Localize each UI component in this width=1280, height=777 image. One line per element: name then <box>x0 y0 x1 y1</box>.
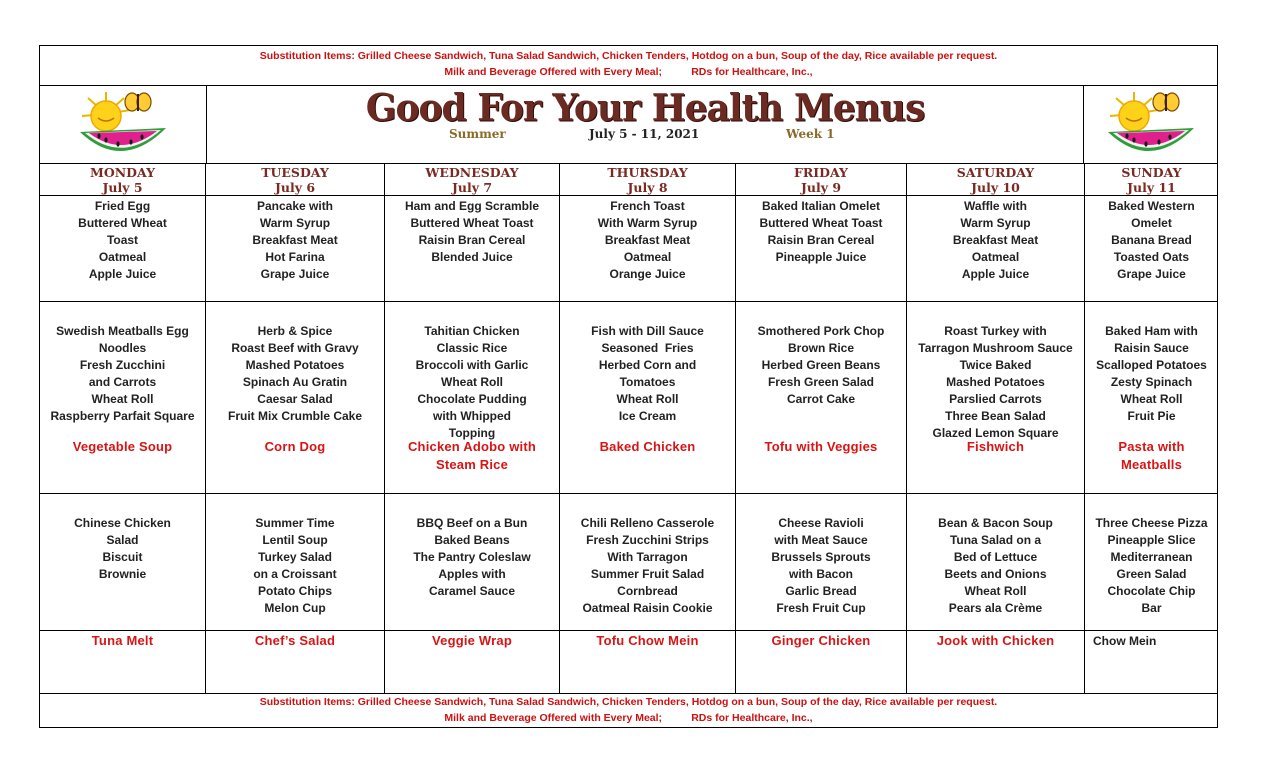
row-divider <box>206 301 384 302</box>
alternate-lunch: Chicken Adobo with Steam Rice <box>407 439 537 472</box>
menu-item: Oatmeal Raisin Cookie <box>582 601 713 615</box>
menu-item: Fruit Pie <box>1127 409 1176 423</box>
menu-item: Pears ala Crème <box>948 601 1043 615</box>
lunch-items <box>736 323 906 408</box>
menu-item: Brownie <box>98 567 147 581</box>
menu-item: Biscuit <box>102 550 143 564</box>
menu-item: Brussels Sprouts <box>771 550 871 564</box>
lunch-items <box>385 323 559 442</box>
alternate-lunch: Baked Chicken <box>599 439 696 454</box>
menu-item: Cornbread <box>617 584 678 598</box>
menu-item: Brown Rice <box>787 341 854 355</box>
day-name: FRIDAY <box>794 165 848 180</box>
day-date: July 5 <box>102 180 143 195</box>
breakfast-items <box>40 198 205 283</box>
menu-item: Oatmeal <box>971 250 1020 264</box>
menu-item: Tuna Salad on a <box>949 533 1042 547</box>
breakfast-items <box>1085 198 1218 283</box>
substitution-line1: Substitution Items: Grilled Cheese Sandwich, Tuna Salad Sandwich, Chicken Tenders, Hotdog on a bun, Soup of the day, Rice available per request. <box>259 696 998 708</box>
row-divider <box>736 493 906 494</box>
alternate-dinner: Jook with Chicken <box>936 633 1055 648</box>
menu-item: Wheat Roll <box>1120 392 1183 406</box>
day-date: July 9 <box>800 180 842 195</box>
menu-item: Chili Relleno Casserole <box>580 516 715 530</box>
row-divider <box>40 493 205 494</box>
title-area <box>206 86 1084 164</box>
menu-item: Warm Syrup <box>259 216 331 230</box>
menu-item: Glazed Lemon Square <box>932 426 1059 440</box>
menu-item: Noodles <box>98 341 147 355</box>
breakfast-items <box>560 198 735 283</box>
menu-item: With Warm Syrup <box>597 216 698 230</box>
menu-item: Pancake with <box>256 199 334 213</box>
row-divider <box>1085 630 1218 631</box>
row-divider <box>1085 301 1218 302</box>
row-divider <box>736 630 906 631</box>
substitution-top <box>40 46 1217 86</box>
menu-item: Caesar Salad <box>257 392 333 406</box>
menu-item: Blended Juice <box>431 250 513 264</box>
menu-item: Bed of Lettuce <box>953 550 1038 564</box>
day-name: SUNDAY <box>1121 165 1182 180</box>
breakfast-items <box>385 198 559 266</box>
menu-item: on a Croissant <box>253 567 337 581</box>
watermelon-sun-logo-right <box>1083 86 1217 164</box>
menu-item: Garlic Bread <box>785 584 857 598</box>
menu-item: Roast Beef with Gravy <box>231 341 359 355</box>
menu-item: Apple Juice <box>961 267 1030 281</box>
row-divider <box>560 301 735 302</box>
lunch-items <box>1085 323 1218 425</box>
menu-item: BBQ Beef on a Bun <box>416 516 528 530</box>
day-header <box>1085 164 1218 196</box>
day-column <box>560 164 736 693</box>
menu-item: Spinach Au Gratin <box>242 375 348 389</box>
day-column <box>206 164 385 693</box>
alternate-lunch: Pasta with Meatballs <box>1118 439 1185 472</box>
menu-item: Apple Juice <box>88 267 157 281</box>
lunch-items <box>560 323 735 425</box>
day-name: WEDNESDAY <box>425 165 519 180</box>
menu-item: Herbed Green Beans <box>761 358 881 372</box>
menu-item: Apples with <box>438 567 506 581</box>
week-label: Week 1 <box>786 127 835 141</box>
menu-item: The Pantry Coleslaw <box>413 550 531 564</box>
lunch-items <box>40 323 205 425</box>
alternate-lunch: Corn Dog <box>264 439 326 454</box>
menu-item: Scalloped Potatoes <box>1096 358 1207 372</box>
alternate-lunch: Vegetable Soup <box>72 439 173 454</box>
dinner-items <box>1085 515 1218 617</box>
menu-item: Mashed Potatoes <box>946 375 1045 389</box>
menu-item: Buttered Wheat Toast <box>759 216 883 230</box>
dinner-items <box>560 515 735 617</box>
row-divider <box>560 630 735 631</box>
lunch-items <box>907 323 1084 442</box>
day-column <box>907 164 1085 693</box>
menu-item: Breakfast Meat <box>952 233 1039 247</box>
menu-item: Chocolate Pudding <box>417 392 527 406</box>
menu-item: Warm Syrup <box>960 216 1031 230</box>
menu-item: Orange Juice <box>609 267 686 281</box>
day-date: July 6 <box>274 180 316 195</box>
menu-item: Fresh Green Salad <box>767 375 875 389</box>
menu-item: Topping <box>448 426 496 440</box>
menu-item: Baked Ham with <box>1105 324 1198 338</box>
menu-item: Grape Juice <box>1117 267 1186 281</box>
menu-item: Fish with Dill Sauce <box>591 324 704 338</box>
day-header <box>385 164 559 196</box>
dinner-items <box>907 515 1084 617</box>
alternate-dinner: Tofu Chow Mein <box>596 633 699 648</box>
menu-item: Classic Rice <box>436 341 508 355</box>
menu-item: Tarragon Mushroom Sauce <box>918 341 1073 355</box>
substitution-line2: Milk and Beverage Offered with Every Meal; RDs for Healthcare, Inc., <box>444 712 813 724</box>
menu-item: Swedish Meatballs Egg <box>56 324 189 338</box>
row-divider <box>1085 493 1218 494</box>
menu-item: Fresh Fruit Cup <box>776 601 866 615</box>
day-name: SATURDAY <box>956 165 1035 180</box>
dinner-items <box>385 515 559 600</box>
day-name: TUESDAY <box>261 165 329 180</box>
dinner-items <box>736 515 906 617</box>
alternate-lunch: Fishwich <box>966 439 1025 454</box>
row-divider <box>385 493 559 494</box>
menu-sheet <box>39 45 1218 728</box>
day-header <box>206 164 384 196</box>
row-divider <box>907 493 1084 494</box>
menu-item: Mediterranean <box>1110 550 1193 564</box>
day-header <box>736 164 906 196</box>
day-column <box>1085 164 1218 693</box>
menu-item: Turkey Salad <box>258 550 332 564</box>
row-divider <box>40 630 205 631</box>
menu-item: Three Cheese Pizza <box>1095 516 1208 530</box>
menu-item: Chinese Chicken <box>74 516 171 530</box>
lunch-items <box>206 323 384 425</box>
menu-item: Wheat Roll <box>964 584 1027 598</box>
menu-item: Raisin Sauce <box>1114 341 1189 355</box>
menu-item: Broccoli with Garlic <box>415 358 529 372</box>
row-divider <box>907 630 1084 631</box>
day-date: July 8 <box>627 180 668 195</box>
menu-item: Oatmeal <box>623 250 672 264</box>
menu-item: Grape Juice <box>260 267 330 281</box>
menu-item: Breakfast Meat <box>604 233 691 247</box>
alternate-dinner: Ginger Chicken <box>771 633 871 648</box>
watermelon-sun-icon <box>76 88 170 164</box>
date-range: July 5 - 11, 2021 <box>589 127 700 141</box>
menu-item: and Carrots <box>88 375 157 389</box>
row-divider <box>385 630 559 631</box>
menu-item: Breakfast Meat <box>252 233 338 247</box>
menu-item: Ham and Egg Scramble <box>404 199 540 213</box>
watermelon-sun-icon <box>1104 88 1198 164</box>
menu-item: Three Bean Salad <box>945 409 1046 423</box>
menu-item: Green Salad <box>1116 567 1187 581</box>
menu-item: Baked Western <box>1108 199 1195 213</box>
menu-item: Raspberry Parfait Square <box>50 409 195 423</box>
menu-item: Buttered Wheat <box>78 216 167 230</box>
day-column <box>736 164 907 693</box>
row-divider <box>206 493 384 494</box>
menu-item: Hot Farina <box>265 250 325 264</box>
row-divider <box>206 630 384 631</box>
menu-item: Chocolate Chip <box>1107 584 1196 598</box>
menu-item: Wheat Roll <box>441 375 503 389</box>
menu-item: Omelet <box>1131 216 1172 230</box>
menu-item: Summer Time <box>255 516 335 530</box>
day-name: THURSDAY <box>607 165 688 180</box>
menu-item: Pineapple Slice <box>1107 533 1196 547</box>
season-label: Summer <box>449 127 506 141</box>
row-divider <box>385 301 559 302</box>
menu-item: Pineapple Juice <box>775 250 867 264</box>
menu-header <box>40 86 1217 164</box>
menu-item: Parslied Carrots <box>949 392 1042 406</box>
menu-item: Herbed Corn and <box>598 358 697 372</box>
breakfast-items <box>206 198 384 283</box>
menu-item: French Toast <box>610 199 685 213</box>
menu-item: Baked Italian Omelet <box>761 199 881 213</box>
day-header <box>560 164 735 196</box>
day-date: July 10 <box>971 180 1020 195</box>
menu-item: with Meat Sauce <box>774 533 868 547</box>
dinner-items <box>40 515 205 583</box>
menu-item: Carrot Cake <box>786 392 856 406</box>
menu-item: With Tarragon <box>607 550 688 564</box>
menu-item: Wheat Roll <box>91 392 154 406</box>
alternate-dinner: Chef’s Salad <box>254 633 336 648</box>
breakfast-items <box>907 198 1084 283</box>
menu-item: Toasted Oats <box>1113 250 1190 264</box>
row-divider <box>736 301 906 302</box>
alternate-dinner: Tuna Melt <box>91 633 154 648</box>
menu-item: Seasoned Fries <box>601 341 694 355</box>
menu-title: Good For Your Health Menus <box>365 85 925 131</box>
substitution-line1: Substitution Items: Grilled Cheese Sandwich, Tuna Salad Sandwich, Chicken Tenders, Hotdog on a bun, Soup of the day, Rice available per request. <box>259 50 998 62</box>
menu-item: with Bacon <box>788 567 853 581</box>
row-divider <box>907 301 1084 302</box>
menu-item: Tahitian Chicken <box>424 324 520 338</box>
dinner-items <box>206 515 384 617</box>
row-divider <box>40 301 205 302</box>
day-name: MONDAY <box>90 165 155 180</box>
alternate-dinner: Veggie Wrap <box>432 633 512 648</box>
menu-item: Bean & Bacon Soup <box>938 516 1053 530</box>
day-column <box>385 164 560 693</box>
menu-item: Summer Fruit Salad <box>590 567 705 581</box>
substitution-bottom <box>40 693 1217 728</box>
menu-item: Banana Bread <box>1111 233 1192 247</box>
menu-item: with Whipped <box>433 409 511 423</box>
menu-item: Salad <box>106 533 139 547</box>
menu-item: Tomatoes <box>619 375 676 389</box>
menu-item: Raisin Bran Cereal <box>418 233 526 247</box>
menu-item: Toast <box>106 233 139 247</box>
menu-item: Caramel Sauce <box>428 584 516 598</box>
menu-item: Zesty Spinach <box>1110 375 1193 389</box>
menu-item: Baked Beans <box>434 533 510 547</box>
menu-item: Smothered Pork Chop <box>757 324 885 338</box>
menu-item: Fresh Zucchini Strips <box>586 533 709 547</box>
menu-item: Raisin Bran Cereal <box>767 233 875 247</box>
alternate-dinner: Chow Mein <box>1093 634 1157 648</box>
day-date: July 11 <box>1127 180 1176 195</box>
day-column <box>40 164 206 693</box>
menu-item: Fresh Zucchini <box>79 358 166 372</box>
menu-item: Wheat Roll <box>616 392 679 406</box>
alternate-lunch: Tofu with Veggies <box>764 439 878 454</box>
substitution-line2: Milk and Beverage Offered with Every Meal; RDs for Healthcare, Inc., <box>444 66 813 78</box>
menu-item: Fruit Mix Crumble Cake <box>227 409 363 423</box>
menu-item: Mashed Potatoes <box>245 358 345 372</box>
menu-item: Roast Turkey with <box>944 324 1047 338</box>
menu-item: Waffle with <box>964 199 1027 213</box>
day-header <box>907 164 1084 196</box>
menu-item: Beets and Onions <box>944 567 1047 581</box>
menu-item: Twice Baked <box>959 358 1032 372</box>
menu-item: Cheese Ravioli <box>778 516 864 530</box>
watermelon-sun-logo-left <box>40 86 207 164</box>
menu-item: Fried Egg <box>94 199 151 213</box>
menu-item: Buttered Wheat Toast <box>410 216 534 230</box>
menu-item: Herb & Spice <box>257 324 333 338</box>
menu-item: Melon Cup <box>264 601 326 615</box>
menu-item: Ice Cream <box>618 409 677 423</box>
menu-item: Lentil Soup <box>262 533 328 547</box>
row-divider <box>560 493 735 494</box>
menu-item: Potato Chips <box>258 584 332 598</box>
menu-grid <box>40 164 1217 693</box>
menu-item: Oatmeal <box>98 250 147 264</box>
breakfast-items <box>736 198 906 266</box>
menu-item: Bar <box>1141 601 1162 615</box>
day-header <box>40 164 205 196</box>
day-date: July 7 <box>451 180 493 195</box>
